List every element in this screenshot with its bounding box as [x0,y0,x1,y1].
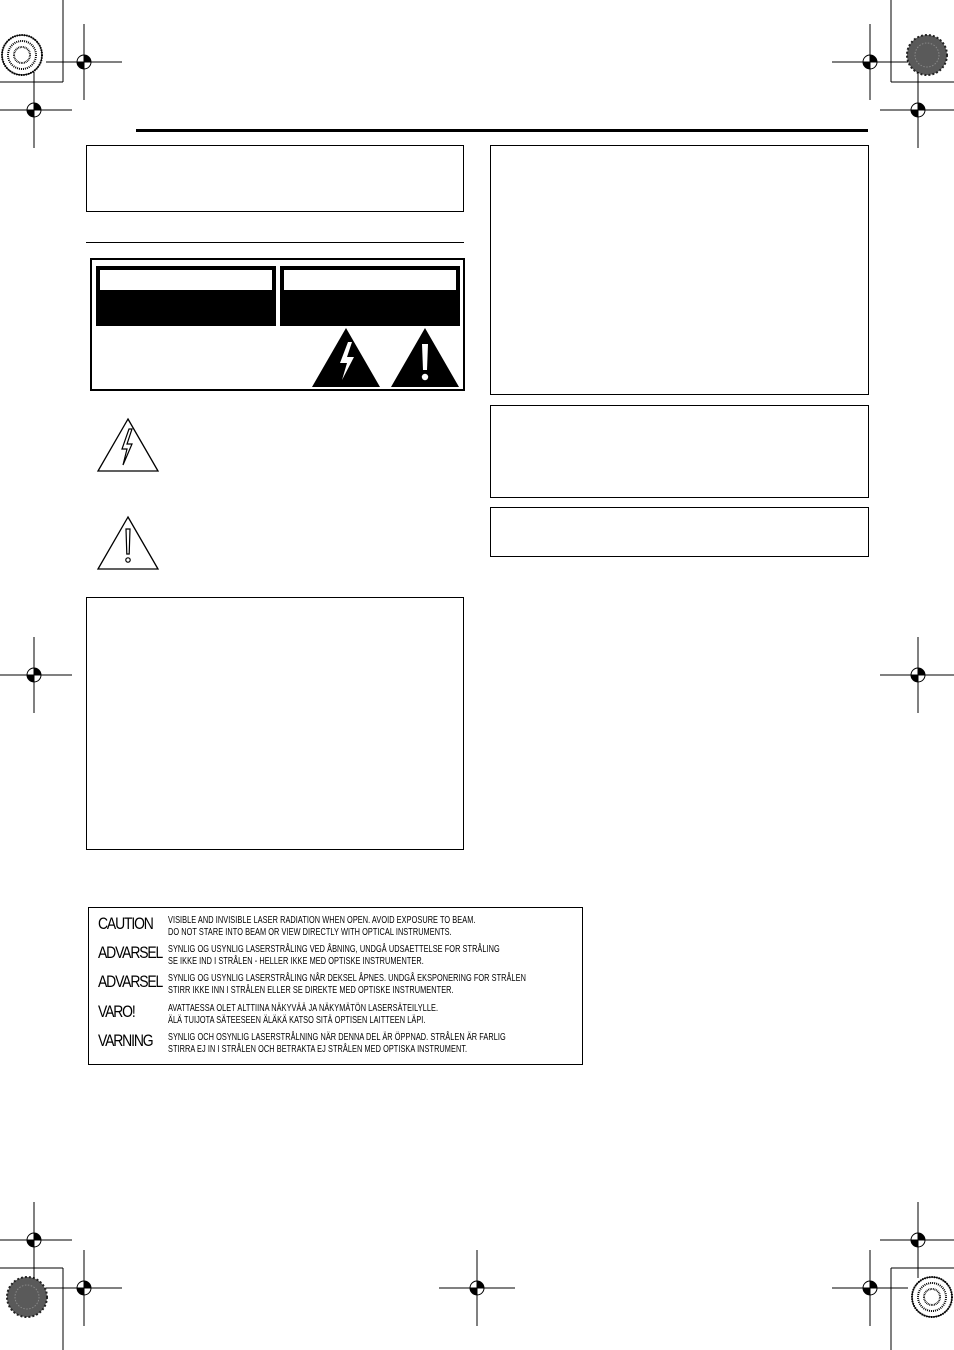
laser-row-varning [89,1030,582,1059]
laser-row-line: AVATTAESSA OLET ALTTIINA NÄKYVÄÄ JA NÄKYMÄTÖN LASERSÄTEILYLLE. [168,1003,439,1014]
registration-crosshair-icon [880,1202,954,1278]
exclamation-triangle-icon [96,515,160,571]
laser-row-heading: CAUTION [98,914,153,933]
registration-crosshair-icon [46,1250,122,1326]
registration-crosshair-icon [880,637,954,713]
laser-row-heading: VARO! [98,1002,135,1021]
laser-row-line: STIRR IKKE INN I STRÅLEN ELLER SE DIREKTE MED OPTISKE INSTRUMENTER. [168,984,454,996]
laser-row-line: DO NOT STARE INTO BEAM OR VIEW DIRECTLY WITH OPTICAL INSTRUMENTS. [168,926,452,938]
laser-row-line: ÄLÄ TUIJOTA SÄTEESEEN ÄLÄKÄ KATSO SITÄ OPTISEN LAITTEEN LÄPI. [168,1014,426,1026]
laser-row-advarsel-da [89,942,582,971]
color-target-icon [907,35,947,75]
color-target-icon [912,1277,952,1317]
registration-crosshair-icon [832,1250,908,1326]
lightning-triangle-icon [312,328,380,387]
laser-caution-label [88,907,583,1065]
registration-crosshair-icon [0,1202,72,1278]
exclamation-triangle-icon [391,328,459,387]
laser-row-line: SYNLIG OG USYNLIG LASERSTRÅLING NÅR DEKSEL ÅPNES. UNDGÅ EKSPONERING FOR STRÅLEN [168,973,526,984]
laser-row-line: SYNLIG OCH OSYNLIG LASERSTRÅLNING NÄR DENNA DEL ÄR ÖPPNAD. STRÅLEN ÄR FARLIG [168,1032,506,1043]
section-rule [86,242,464,243]
laser-row-advarsel-no [89,971,582,1000]
color-target-icon [7,1277,47,1317]
info-box-top-right [490,145,869,395]
laser-row-heading: VARNING [98,1031,153,1050]
warning-label-bar-left [96,266,276,326]
registration-crosshair-icon [0,72,72,148]
header-rule [136,129,868,132]
info-box-middle-left [86,597,464,850]
info-box-small-right [490,507,869,557]
laser-row-line: STIRRA EJ IN I STRÅLEN OCH BETRAKTA EJ STRÅLEN MED OPTISKA INSTRUMENT. [168,1043,468,1055]
registration-crosshair-icon [0,637,72,713]
laser-row-heading: ADVARSEL [98,972,163,991]
registration-crosshair-icon [880,72,954,148]
laser-row-line: SYNLIG OG USYNLIG LASERSTRÅLING VED ÅBNING, UNDGÅ UDSAETTELSE FOR STRÅLING [168,944,500,955]
lightning-triangle-icon [96,417,160,473]
info-box-mid-right [490,405,869,498]
registration-crosshair-icon [832,24,908,100]
color-target-icon [2,35,42,75]
registration-crosshair-icon [439,1250,515,1326]
caution-warning-label [90,258,465,391]
info-box-top-left [86,145,464,212]
warning-label-bar-right [280,266,460,326]
warning-label-symbols [310,326,464,388]
registration-crosshair-icon [46,24,122,100]
laser-row-line: VISIBLE AND INVISIBLE LASER RADIATION WHEN OPEN. AVOID EXPOSURE TO BEAM. [168,915,476,926]
laser-row-heading: ADVARSEL [98,943,163,962]
laser-row-line: SE IKKE IND I STRÅLEN - HELLER IKKE MED OPTISKE INSTRUMENTER. [168,955,424,967]
laser-row-caution [89,913,582,942]
laser-row-varo [89,1001,582,1030]
